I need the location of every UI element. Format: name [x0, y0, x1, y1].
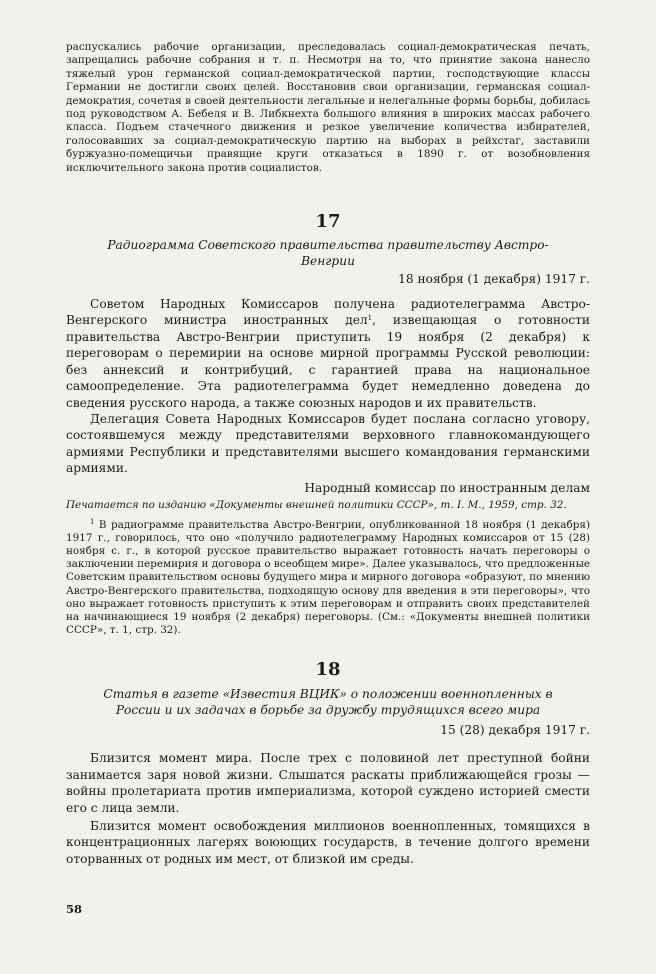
- page-number: 58: [66, 902, 83, 916]
- intro-paragraph: распускались рабочие организации, преследовалась социал-демократическая печать, запрещались рабочие собрания и т. п. Несмотря на то, что принятие закона нанесло тяжелый урон германской социал-демократической партии, господствующие классы Германии не достигли своих целей. Восстановив свои организации, германская социал-демократия, сочетая в своей деятельности легальные и нелегальные формы борьбы, добилась под руководством А. Бебеля и В. Либкнехта большого влияния в широких массах рабочего класса. Подъем стачечного движения и резкое увеличение количества избирателей, голосовавших за социал-демократическую партию на выборах в рейхстаг, заставили буржуазно-помещичьи правящие круги отказаться в 1890 г. от возобновления исключительного закона против социалистов.: [66, 41, 590, 174]
- paragraph-text: Советом Народных Комиссаров получена радиотелеграмма Австро-Венгерского министра иностранных дел: [66, 297, 590, 328]
- document-title: Радиограмма Советского правительства правительству Австро-Венгрии: [107, 238, 549, 269]
- document-17: [66, 211, 590, 637]
- document-paragraph: Делегация Совета Народных Комиссаров будет послана согласно уговору, состоявшемуся между представителями верховного главнокомандующего армиями Республики и представителями высшего командования германскими армиями.: [66, 411, 590, 476]
- document-number: 18: [315, 659, 341, 681]
- source-note: Печатается по изданию «Документы внешней политики СССР», т. I. М., 1959, стр. 32.: [66, 498, 567, 511]
- document-paragraph: Близится момент освобождения миллионов военнопленных, томящихся в концентрационных лагерях воюющих государств, в течение долгого времени оторванных от родных им мест, от близкой им среды.: [66, 818, 590, 866]
- document-date: 18 ноября (1 декабря) 1917 г.: [398, 272, 590, 287]
- document-title: Статья в газете «Известия ВЦИК» о положении военнопленных в России и их задачах в борьбе за дружбу трудящихся всего мира: [103, 687, 553, 718]
- document-paragraph: [66, 296, 590, 411]
- footnote-mark: 1: [90, 517, 95, 526]
- page-body: [66, 36, 590, 867]
- document-paragraph: Близится момент мира. После трех с половиной лет преступной бойни занимается заря новой жизни. Слышатся раскаты приближающейся грозы — войны пролетариата против империализма, которой суждено историей смести его с лица земли.: [66, 751, 590, 815]
- paragraph-text: , извещающая о готовности правительства Австро-Венгрии приступить 19 ноября (2 декабря) к переговорам о перемирии на основе мирной программы Русской революции: без аннексий и контрибуций, с гарантией права на национальное самоопределение. Эта радиотелеграмма будет немедленно доведена до сведения русского народа, а также союзных народов и их правительств.: [66, 313, 590, 410]
- footnote-text: В радиограмме правительства Австро-Венгрии, опубликованной 18 ноября (1 декабря) 1917 г., говорилось, что оно «получило радиотелеграмму Народных комиссаров от 15 (28) ноября с. г., в которой русское правительство выражает готовность начать переговоры о заключении перемирия и договора о всеобщем мире». Далее указывалось, что предложенные Советским правительством основы будущего мира и мирного договора «образуют, по мнению Австро-Венгерского правительства, подходящую основу для введения в эти переговоры», что оно выражает готовность приступить к этим переговорам и отправить своих представителей на начинающиеся 19 ноября (2 декабря) переговоры. (См.: «Документы внешней политики СССР», т. 1, стр. 32).: [66, 518, 590, 637]
- document-date: 15 (28) декабря 1917 г.: [440, 723, 590, 738]
- document-18: [66, 659, 590, 867]
- document-number: 17: [315, 211, 341, 233]
- footnote-reference: 1: [367, 314, 373, 323]
- footnote: [66, 519, 590, 638]
- signature: Народный комиссар по иностранным делам: [304, 480, 590, 495]
